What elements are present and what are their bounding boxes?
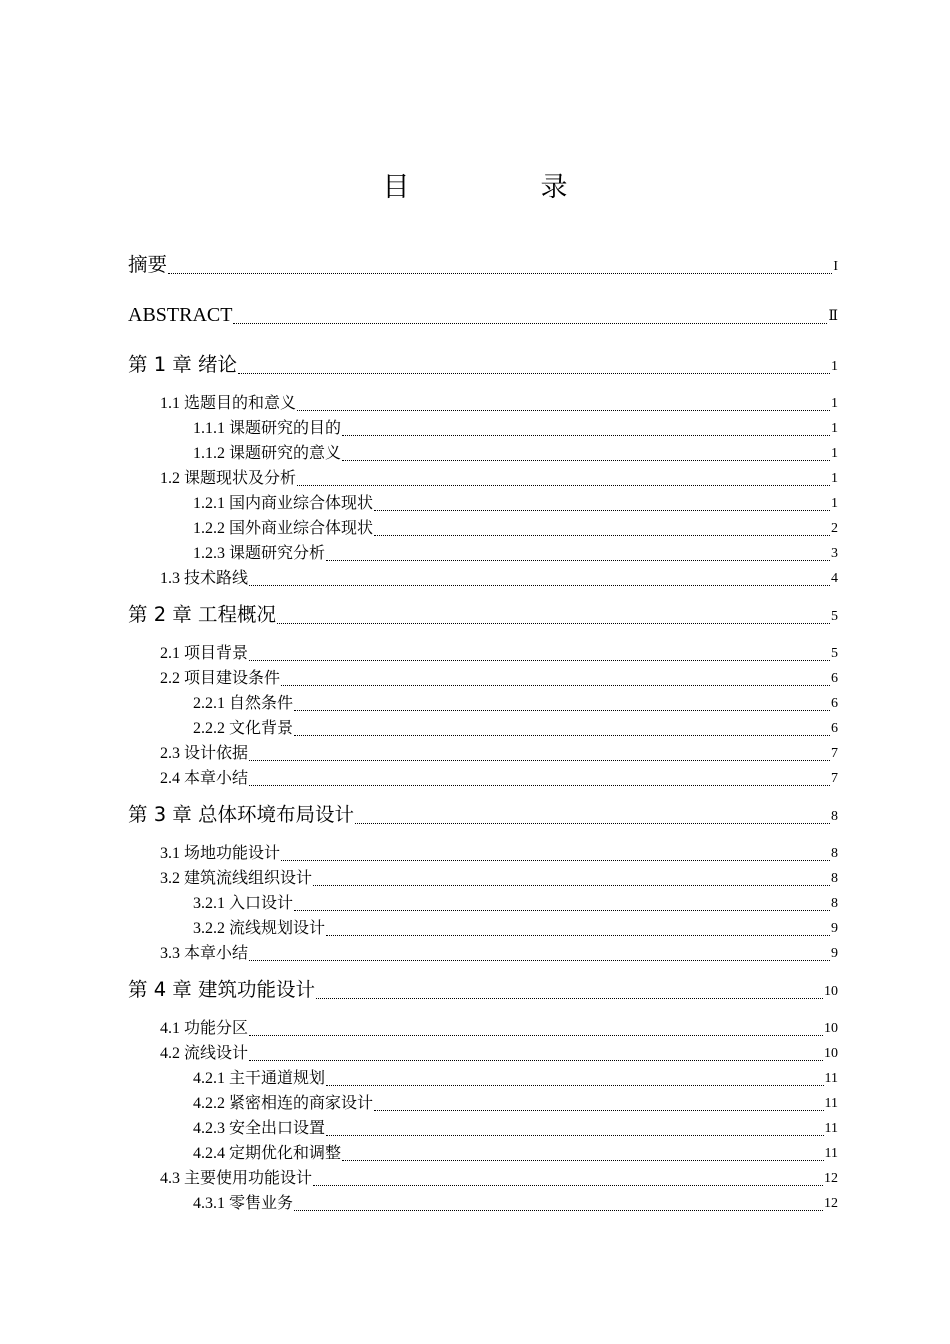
toc-section-entry[interactable] [160, 843, 838, 865]
toc-page-number: 6 [831, 671, 838, 686]
toc-page-number: 6 [831, 696, 838, 711]
toc-entry-label: 2.1 项目背景 [160, 645, 249, 662]
toc-section-entry[interactable] [160, 1043, 838, 1065]
toc-page-number: 11 [824, 1121, 838, 1136]
dot-leader [294, 909, 830, 911]
toc-entry-label: 1.2.2 国外商业综合体现状 [193, 520, 374, 537]
toc-page-number: 5 [831, 609, 838, 624]
toc-page-number: 2 [831, 521, 838, 536]
dot-leader [168, 272, 832, 274]
dot-leader [249, 659, 830, 661]
toc-subsection-entry[interactable] [193, 1068, 838, 1090]
toc-subsection-entry[interactable] [193, 493, 838, 515]
dot-leader [294, 1209, 823, 1211]
toc-entry-label: ABSTRACT [128, 304, 233, 326]
toc-page-number: 1 [831, 446, 838, 461]
toc-entry-label: 第 4 章 建筑功能设计 [128, 978, 316, 1001]
toc-subsection-entry[interactable] [193, 1193, 838, 1215]
dot-leader [238, 372, 830, 374]
toc-page-number: 9 [831, 921, 838, 936]
toc-page-number: 9 [831, 946, 838, 961]
dot-leader [342, 434, 830, 436]
toc-chapter-entry[interactable] [128, 802, 838, 828]
toc-page-number: 7 [831, 746, 838, 761]
toc-page-number: 8 [831, 871, 838, 886]
toc-page-number: 11 [824, 1071, 838, 1086]
toc-entry-label: 3.2 建筑流线组织设计 [160, 870, 313, 887]
dot-leader [294, 734, 830, 736]
toc-entry-label: 第 1 章 绪论 [128, 353, 238, 376]
toc-subsection-entry[interactable] [193, 693, 838, 715]
toc-entry-label: 3.2.2 流线规划设计 [193, 920, 326, 937]
toc-subsection-entry[interactable] [193, 1143, 838, 1165]
toc-entry-label: 1.2 课题现状及分析 [160, 470, 297, 487]
toc-page-number: 1 [831, 421, 838, 436]
toc-page-number: 1 [831, 396, 838, 411]
dot-leader [326, 1134, 824, 1136]
dot-leader [374, 534, 830, 536]
toc-section-entry[interactable] [160, 393, 838, 415]
toc-section-entry[interactable] [160, 668, 838, 690]
dot-leader [326, 1084, 824, 1086]
toc-entry-label: 4.2.2 紧密相连的商家设计 [193, 1095, 374, 1112]
dot-leader [355, 822, 830, 824]
toc-page-number: 12 [824, 1171, 838, 1186]
toc-entry-label: 2.2.2 文化背景 [193, 720, 294, 737]
toc-entry-label: 1.1 选题目的和意义 [160, 395, 297, 412]
toc-entry-label: 4.2.4 定期优化和调整 [193, 1145, 342, 1162]
toc-page-number: 8 [831, 846, 838, 861]
toc-page-number: 1 [831, 359, 838, 374]
toc-entry-label: 3.2.1 入口设计 [193, 895, 294, 912]
dot-leader [313, 1184, 823, 1186]
dot-leader [281, 684, 830, 686]
toc-entry-label: 1.1.1 课题研究的目的 [193, 420, 342, 437]
dot-leader [249, 759, 830, 761]
toc-subsection-entry[interactable] [193, 418, 838, 440]
toc-entry-label: 4.1 功能分区 [160, 1020, 249, 1037]
toc-chapter-entry[interactable] [128, 352, 838, 378]
dot-leader [316, 997, 823, 999]
toc-section-entry[interactable] [160, 943, 838, 965]
dot-leader [233, 322, 827, 324]
toc-entry-label: 2.3 设计依据 [160, 745, 249, 762]
toc-entry-label: 第 3 章 总体环境布局设计 [128, 803, 355, 826]
dot-leader [326, 934, 830, 936]
dot-leader [374, 509, 830, 511]
toc-entry-label: 4.2 流线设计 [160, 1045, 249, 1062]
dot-leader [249, 1059, 823, 1061]
toc-subsection-entry[interactable] [193, 1093, 838, 1115]
toc-entry-label: 1.2.1 国内商业综合体现状 [193, 495, 374, 512]
toc-page-number: 11 [824, 1146, 838, 1161]
dot-leader [249, 1034, 823, 1036]
toc-page-number: 3 [831, 546, 838, 561]
toc-page-number: 6 [831, 721, 838, 736]
toc-subsection-entry[interactable] [193, 518, 838, 540]
toc-entry-label: 1.2.3 课题研究分析 [193, 545, 326, 562]
toc-section-entry[interactable] [160, 1168, 838, 1190]
toc-page-number: 1 [831, 471, 838, 486]
toc-entry-label: 4.2.3 安全出口设置 [193, 1120, 326, 1137]
toc-chapter-entry[interactable] [128, 302, 838, 328]
toc-page-number: 10 [824, 984, 838, 999]
toc-section-entry[interactable] [160, 1018, 838, 1040]
toc-entry-label: 第 2 章 工程概况 [128, 603, 277, 626]
dot-leader [374, 1109, 824, 1111]
toc-chapter-entry[interactable] [128, 252, 838, 278]
dot-leader [281, 859, 830, 861]
toc-chapter-entry[interactable] [128, 602, 838, 628]
toc-page-number: 8 [831, 896, 838, 911]
dot-leader [342, 459, 830, 461]
toc-title: 目 录 [382, 172, 620, 203]
dot-leader [277, 622, 830, 624]
toc-section-entry[interactable] [160, 868, 838, 890]
toc-entry-label: 2.2.1 自然条件 [193, 695, 294, 712]
toc-subsection-entry[interactable] [193, 918, 838, 940]
dot-leader [326, 559, 830, 561]
toc-page-number: 10 [824, 1046, 838, 1061]
toc-page-number: 4 [831, 571, 838, 586]
toc-page-number: 10 [824, 1021, 838, 1036]
toc-section-entry[interactable] [160, 743, 838, 765]
toc-section-entry[interactable] [160, 568, 838, 590]
dot-leader [313, 884, 830, 886]
toc-entry-label: 4.2.1 主干通道规划 [193, 1070, 326, 1087]
toc-subsection-entry[interactable] [193, 1118, 838, 1140]
dot-leader [294, 709, 830, 711]
toc-subsection-entry[interactable] [193, 543, 838, 565]
dot-leader [249, 584, 830, 586]
toc-subsection-entry[interactable] [193, 718, 838, 740]
toc-page-number: I [833, 259, 838, 274]
dot-leader [297, 409, 830, 411]
dot-leader [249, 959, 830, 961]
toc-page-number: 8 [831, 809, 838, 824]
toc-entry-label: 1.3 技术路线 [160, 570, 249, 587]
toc-page-number: 11 [824, 1096, 838, 1111]
toc-page-number: Ⅱ [828, 309, 838, 324]
toc-page-number: 1 [831, 496, 838, 511]
dot-leader [297, 484, 830, 486]
toc-page-number: 7 [831, 771, 838, 786]
dot-leader [249, 784, 830, 786]
toc-page-number: 5 [831, 646, 838, 661]
toc-section-entry[interactable] [160, 468, 838, 490]
toc-entry-label: 4.3 主要使用功能设计 [160, 1170, 313, 1187]
toc-entry-label: 2.4 本章小结 [160, 770, 249, 787]
toc-chapter-entry[interactable] [128, 977, 838, 1003]
toc-entry-label: 4.3.1 零售业务 [193, 1195, 294, 1212]
toc-entry-label: 摘要 [128, 253, 168, 276]
toc-entry-label: 2.2 项目建设条件 [160, 670, 281, 687]
dot-leader [342, 1159, 824, 1161]
toc-entry-label: 3.1 场地功能设计 [160, 845, 281, 862]
toc-entry-label: 3.3 本章小结 [160, 945, 249, 962]
toc-page-number: 12 [824, 1196, 838, 1211]
toc-entry-label: 1.1.2 课题研究的意义 [193, 445, 342, 462]
toc-section-entry[interactable] [160, 768, 838, 790]
toc-subsection-entry[interactable] [193, 893, 838, 915]
toc-section-entry[interactable] [160, 643, 838, 665]
toc-subsection-entry[interactable] [193, 443, 838, 465]
